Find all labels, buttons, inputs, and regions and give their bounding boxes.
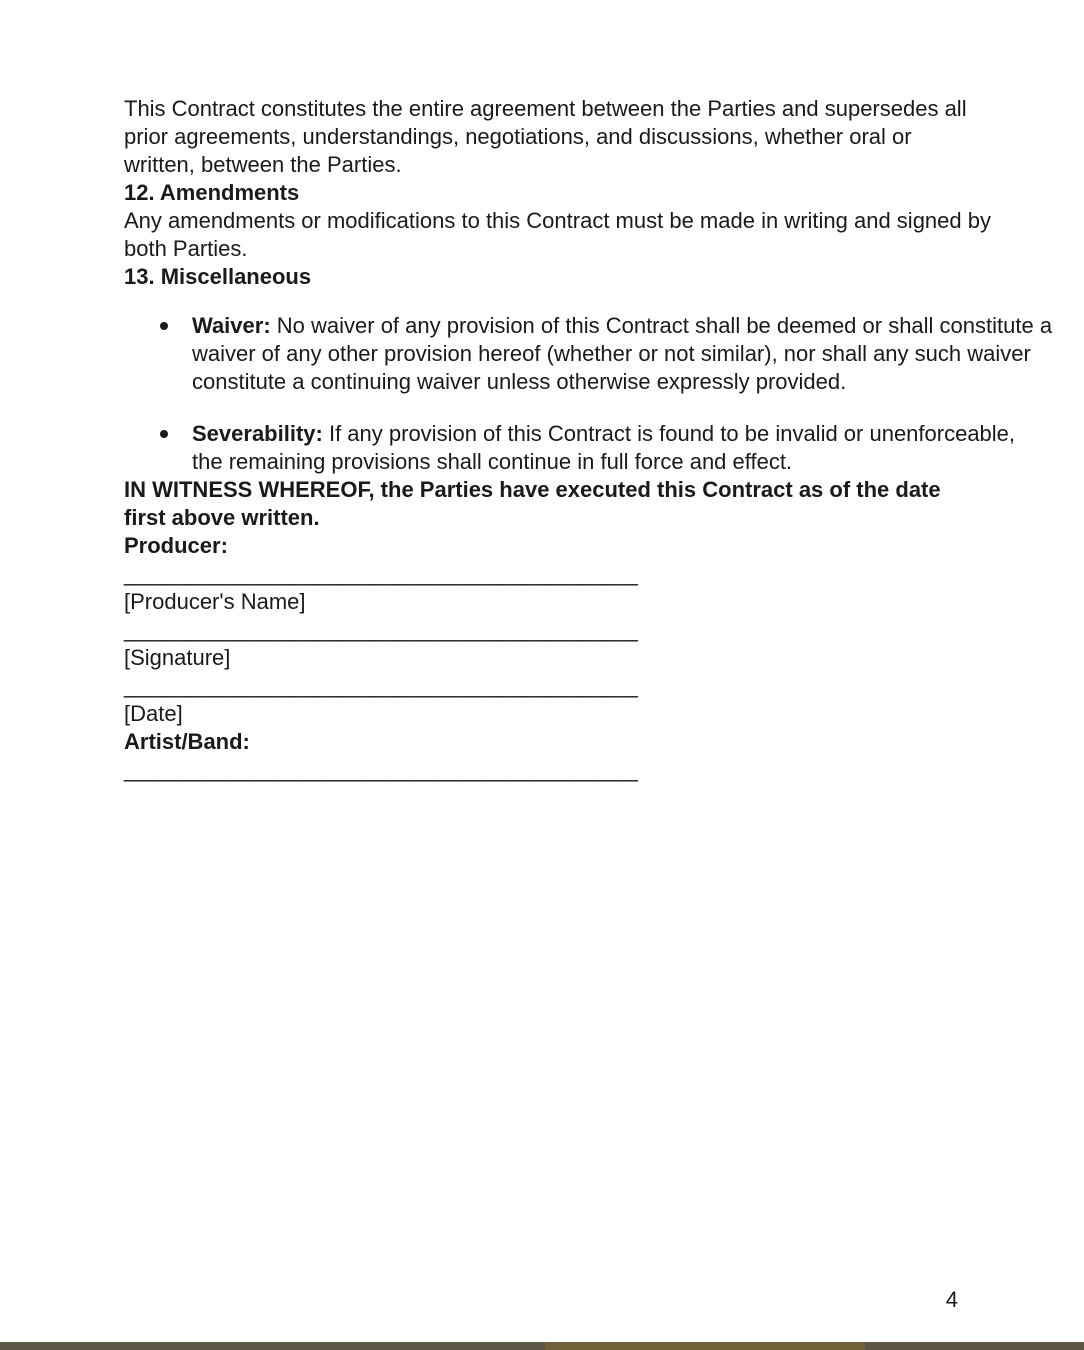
document-content [124,95,1053,784]
severability-text: If any provision of this Contract is found to be invalid or unenforceable, the remaining provisions shall continue in full force and effect. [192,421,1016,474]
bullet-item-severability [124,420,1020,476]
witness-clause: IN WITNESS WHEREOF, the Parties have executed this Contract as of the date first above written. [124,477,941,530]
bullet-icon [160,430,168,438]
intro-paragraph: This Contract constitutes the entire agreement between the Parties and supersedes all prior agreements, understandings, negotiations, and discussions, whether oral or written, between the Parties. [124,96,967,177]
footer-bar-segment-left [0,1342,545,1350]
producer-signature-line: __________________________________________ [124,617,638,642]
amendments-paragraph: Any amendments or modifications to this Contract must be made in writing and signed by both Parties. [124,208,991,261]
footer-bar-segment-middle [545,1342,865,1350]
signature-placeholder: [Signature] [124,645,231,670]
producer-name-placeholder: [Producer's Name] [124,589,306,614]
severability-term: Severability: [192,421,323,446]
producer-name-signature-line: __________________________________________ [124,561,638,586]
page-number: 4 [945,1287,958,1312]
waiver-term: Waiver: [192,313,271,338]
footer-bar-segment-right [865,1342,1084,1350]
artist-band-label: Artist/Band: [124,729,250,754]
section-heading-miscellaneous: 13. Miscellaneous [124,264,312,289]
producer-date-line: __________________________________________ [124,673,638,698]
section-heading-amendments: 12. Amendments [124,180,300,205]
bullet-item-waiver [124,312,1084,396]
artist-name-signature-line: __________________________________________ [124,757,638,782]
footer-accent-bar [0,1342,1084,1350]
bullet-icon [160,322,168,330]
date-placeholder: [Date] [124,701,183,726]
waiver-text: No waiver of any provision of this Contract shall be deemed or shall constitute a waiver of any other provision hereof (whether or not similar), nor shall any such waiver constitute a continuing waiver unless otherwise expressly provided. [192,313,1053,394]
producer-label: Producer: [124,533,228,558]
miscellaneous-bullet-list [124,312,1053,476]
